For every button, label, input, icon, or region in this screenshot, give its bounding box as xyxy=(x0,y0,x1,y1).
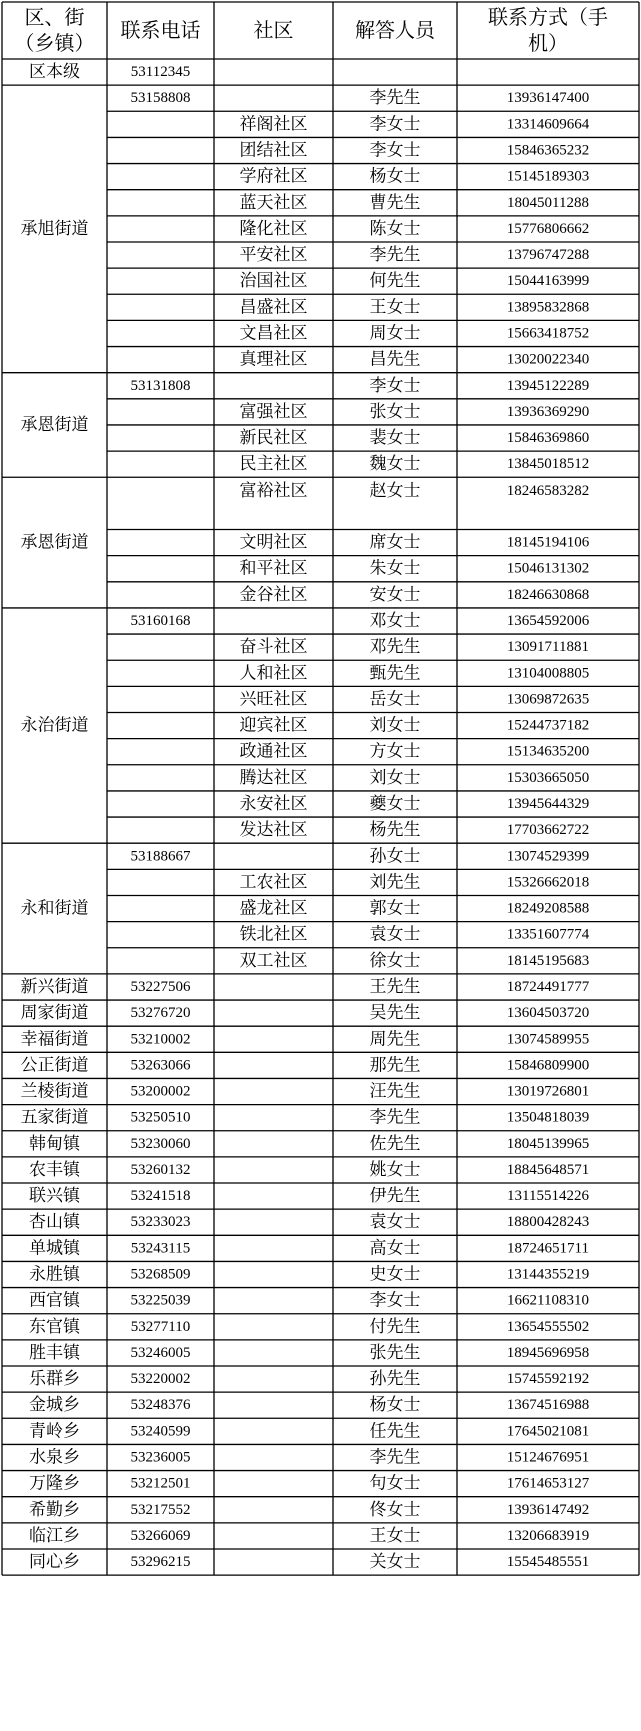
contact-cell: 李女士 xyxy=(369,375,421,396)
mobile-cell: 15244737182 xyxy=(506,717,590,734)
mobile-cell: 13796747288 xyxy=(506,247,590,264)
town-name: 万隆乡 xyxy=(29,1473,80,1494)
header-community: 社区 xyxy=(253,18,294,42)
phone-cell: 53236005 xyxy=(130,1449,191,1466)
mobile-cell: 18800428243 xyxy=(506,1214,590,1231)
group-name: 承恩街道 xyxy=(20,532,89,553)
phone-cell: 53263066 xyxy=(130,1057,191,1074)
contact-cell: 李女士 xyxy=(369,1290,421,1311)
group-name: 永和街道 xyxy=(20,898,89,919)
mobile-cell: 15303665050 xyxy=(506,769,590,786)
phone-cell: 53160168 xyxy=(130,613,191,630)
mobile-cell: 15846365232 xyxy=(506,142,590,159)
mobile-cell: 13206683919 xyxy=(506,1527,590,1544)
mobile-cell: 15663418752 xyxy=(506,325,590,342)
town-name: 永胜镇 xyxy=(29,1264,80,1285)
contact-cell: 李女士 xyxy=(369,114,421,135)
community-cell: 迎宾社区 xyxy=(239,715,308,736)
contact-cell: 杨女士 xyxy=(369,166,421,187)
mobile-cell: 13654555502 xyxy=(506,1318,590,1335)
mobile-cell: 15846369860 xyxy=(506,430,590,447)
town-name: 兰棱街道 xyxy=(20,1081,89,1102)
community-cell: 富裕社区 xyxy=(239,481,308,502)
town-name: 周家街道 xyxy=(20,1003,89,1024)
contact-cell: 关女士 xyxy=(369,1552,421,1573)
contact-cell: 杨女士 xyxy=(369,1395,421,1416)
contact-cell: 朱女士 xyxy=(369,558,421,579)
phone-cell: 53276720 xyxy=(130,1005,191,1022)
mobile-cell: 13936369290 xyxy=(506,403,590,420)
community-cell: 人和社区 xyxy=(239,663,308,684)
community-cell: 金谷社区 xyxy=(239,584,308,605)
district-phone: 53112345 xyxy=(130,64,191,81)
town-name: 幸福街道 xyxy=(20,1029,89,1050)
phone-cell: 53230060 xyxy=(130,1135,191,1152)
contact-cell: 孙女士 xyxy=(369,846,421,867)
phone-cell: 53200002 xyxy=(130,1083,191,1100)
contact-cell: 杨先生 xyxy=(369,820,421,841)
contact-cell: 佟女士 xyxy=(369,1499,421,1520)
header-mobile-sub: 机） xyxy=(528,31,568,55)
town-name: 水泉乡 xyxy=(29,1447,80,1468)
phone-cell: 53233023 xyxy=(130,1214,191,1231)
community-cell: 文昌社区 xyxy=(239,323,308,344)
contact-cell: 周女士 xyxy=(369,323,421,344)
contact-cell: 佐先生 xyxy=(369,1133,421,1154)
contact-cell: 伊先生 xyxy=(369,1186,421,1207)
mobile-cell: 13845018512 xyxy=(506,456,590,473)
contact-cell: 吴先生 xyxy=(369,1003,421,1024)
community-cell: 真理社区 xyxy=(239,349,308,370)
contact-cell: 张女士 xyxy=(369,401,421,422)
mobile-cell: 13604503720 xyxy=(506,1005,590,1022)
mobile-cell: 13351607774 xyxy=(506,926,590,943)
mobile-cell: 18845648571 xyxy=(506,1161,590,1178)
contact-cell: 李先生 xyxy=(369,245,421,266)
contact-cell: 岳女士 xyxy=(369,689,421,710)
mobile-cell: 13674516988 xyxy=(506,1397,590,1414)
group-name: 承旭街道 xyxy=(20,218,89,239)
contact-cell: 曹先生 xyxy=(369,192,421,213)
town-name: 新兴街道 xyxy=(20,976,89,997)
contact-cell: 周先生 xyxy=(369,1029,421,1050)
contact-cell: 袁女士 xyxy=(369,1212,421,1233)
phone-cell: 53131808 xyxy=(130,377,191,394)
phone-cell: 53210002 xyxy=(130,1031,191,1048)
community-cell: 学府社区 xyxy=(239,166,308,187)
header-district: 区、街 xyxy=(24,5,85,29)
contact-cell: 张先生 xyxy=(369,1342,421,1363)
community-cell: 新民社区 xyxy=(239,428,308,449)
phone-cell: 53266069 xyxy=(130,1527,191,1544)
town-name: 青岭乡 xyxy=(29,1421,80,1442)
town-name: 东官镇 xyxy=(29,1316,80,1337)
contact-cell: 方女士 xyxy=(369,741,421,762)
mobile-cell: 13314609664 xyxy=(506,116,590,133)
contact-cell: 徐女士 xyxy=(369,950,421,971)
header-district-sub: （乡镇） xyxy=(14,31,95,55)
community-cell: 昌盛社区 xyxy=(239,297,308,318)
phone-cell: 53268509 xyxy=(130,1266,191,1283)
phone-cell: 53225039 xyxy=(130,1292,191,1309)
town-name: 单城镇 xyxy=(29,1238,80,1259)
phone-cell: 53188667 xyxy=(130,848,191,865)
contact-cell: 付先生 xyxy=(369,1316,421,1337)
mobile-cell: 13936147400 xyxy=(506,90,590,107)
contact-cell: 那先生 xyxy=(369,1055,421,1076)
mobile-cell: 17645021081 xyxy=(506,1423,590,1440)
phone-cell: 53227506 xyxy=(130,978,191,995)
district-name: 区本级 xyxy=(29,62,80,83)
community-cell: 治国社区 xyxy=(239,271,308,292)
town-name: 乐群乡 xyxy=(29,1369,80,1390)
mobile-cell: 13945644329 xyxy=(506,795,590,812)
mobile-cell: 18045139965 xyxy=(506,1135,590,1152)
contact-cell: 史女士 xyxy=(369,1264,421,1285)
community-cell: 祥阁社区 xyxy=(239,114,308,135)
community-cell: 双工社区 xyxy=(239,950,308,971)
contact-cell: 魏女士 xyxy=(369,454,421,475)
mobile-cell: 13115514226 xyxy=(507,1188,589,1205)
header-contact: 解答人员 xyxy=(355,18,435,42)
community-cell: 兴旺社区 xyxy=(239,689,308,710)
contact-cell: 任先生 xyxy=(369,1421,421,1442)
phone-cell: 53212501 xyxy=(130,1475,191,1492)
mobile-cell: 15145189303 xyxy=(506,168,590,185)
mobile-cell: 13895832868 xyxy=(506,299,590,316)
mobile-cell: 13945122289 xyxy=(506,377,590,394)
phone-cell: 53246005 xyxy=(130,1344,191,1361)
mobile-cell: 15134635200 xyxy=(506,743,590,760)
phone-cell: 53241518 xyxy=(130,1188,191,1205)
mobile-cell: 18249208588 xyxy=(506,900,590,917)
contact-cell: 李先生 xyxy=(369,88,421,109)
mobile-cell: 13654592006 xyxy=(506,613,590,630)
mobile-cell: 13104008805 xyxy=(506,665,590,682)
contact-cell: 汪先生 xyxy=(369,1081,421,1102)
mobile-cell: 18145195683 xyxy=(506,952,590,969)
mobile-cell: 15745592192 xyxy=(506,1371,590,1388)
phone-cell: 53296215 xyxy=(130,1554,191,1571)
town-name: 胜丰镇 xyxy=(29,1342,80,1363)
mobile-cell: 18045011288 xyxy=(507,194,589,211)
mobile-cell: 15046131302 xyxy=(506,560,590,577)
contact-cell: 高女士 xyxy=(369,1238,421,1259)
contact-cell: 何先生 xyxy=(369,271,421,292)
mobile-cell: 13091711881 xyxy=(507,639,589,656)
community-cell: 文明社区 xyxy=(239,532,308,553)
community-cell: 盛龙社区 xyxy=(239,898,308,919)
contact-cell: 句女士 xyxy=(369,1473,421,1494)
town-name: 西官镇 xyxy=(29,1290,80,1311)
contact-cell: 姚女士 xyxy=(369,1159,421,1180)
phone-cell: 53260132 xyxy=(130,1161,191,1178)
mobile-cell: 15846809900 xyxy=(506,1057,590,1074)
contact-cell: 邓先生 xyxy=(369,637,421,658)
phone-cell: 53277110 xyxy=(130,1318,191,1335)
mobile-cell: 13504818039 xyxy=(506,1109,590,1126)
community-cell: 富强社区 xyxy=(239,401,308,422)
contact-cell: 席女士 xyxy=(369,532,421,553)
community-cell: 平安社区 xyxy=(239,245,308,266)
mobile-cell: 15124676951 xyxy=(506,1449,590,1466)
town-name: 临江乡 xyxy=(29,1525,80,1546)
mobile-cell: 18724491777 xyxy=(506,978,590,995)
community-cell: 民主社区 xyxy=(239,454,308,475)
town-name: 杏山镇 xyxy=(29,1212,80,1233)
group-name: 承恩街道 xyxy=(20,414,89,435)
mobile-cell: 18945696958 xyxy=(506,1344,590,1361)
contact-cell: 郭女士 xyxy=(369,898,421,919)
community-cell: 政通社区 xyxy=(239,741,308,762)
contact-cell: 李先生 xyxy=(369,1447,421,1468)
contact-cell: 昌先生 xyxy=(369,349,421,370)
town-name: 联兴镇 xyxy=(29,1186,80,1207)
mobile-cell: 18246583282 xyxy=(506,483,590,500)
mobile-cell: 17614653127 xyxy=(506,1475,590,1492)
contact-cell: 袁女士 xyxy=(369,924,421,945)
mobile-cell: 15545485551 xyxy=(506,1554,590,1571)
mobile-cell: 13936147492 xyxy=(506,1501,590,1518)
header-mobile: 联系方式（手 xyxy=(488,5,608,29)
contact-cell: 王女士 xyxy=(369,1525,421,1546)
community-cell: 奋斗社区 xyxy=(239,637,308,658)
mobile-cell: 18145194106 xyxy=(506,534,590,551)
contact-cell: 安女士 xyxy=(369,584,421,605)
community-cell: 发达社区 xyxy=(239,820,308,841)
mobile-cell: 13074529399 xyxy=(506,848,590,865)
town-name: 公正街道 xyxy=(20,1055,89,1076)
contact-cell: 甄先生 xyxy=(369,663,421,684)
community-cell: 腾达社区 xyxy=(239,767,308,788)
phone-cell: 53158808 xyxy=(130,90,191,107)
mobile-cell: 13020022340 xyxy=(506,351,590,368)
contact-cell: 陈女士 xyxy=(369,218,421,239)
contact-cell: 邓女士 xyxy=(369,611,421,632)
town-name: 五家街道 xyxy=(20,1107,89,1128)
contact-cell: 刘先生 xyxy=(369,872,421,893)
phone-cell: 53243115 xyxy=(130,1240,191,1257)
mobile-cell: 15776806662 xyxy=(506,220,590,237)
town-name: 同心乡 xyxy=(29,1552,80,1573)
contact-cell: 夔女士 xyxy=(369,793,421,814)
mobile-cell: 15326662018 xyxy=(506,874,590,891)
phone-cell: 53220002 xyxy=(130,1371,191,1388)
contact-cell: 刘女士 xyxy=(369,767,421,788)
phone-cell: 53217552 xyxy=(130,1501,191,1518)
group-name: 永治街道 xyxy=(20,715,89,736)
community-cell: 和平社区 xyxy=(239,558,308,579)
contact-cell: 刘女士 xyxy=(369,715,421,736)
mobile-cell: 13019726801 xyxy=(506,1083,590,1100)
town-name: 韩甸镇 xyxy=(29,1133,80,1154)
mobile-cell: 16621108310 xyxy=(507,1292,589,1309)
phone-cell: 53250510 xyxy=(130,1109,191,1126)
header-phone: 联系电话 xyxy=(120,18,201,42)
community-cell: 永安社区 xyxy=(239,793,308,814)
contact-cell: 王女士 xyxy=(369,297,421,318)
phone-cell: 53240599 xyxy=(130,1423,191,1440)
mobile-cell: 15044163999 xyxy=(506,273,590,290)
mobile-cell: 17703662722 xyxy=(506,822,590,839)
town-name: 金城乡 xyxy=(29,1395,80,1416)
mobile-cell: 13069872635 xyxy=(506,691,590,708)
contact-cell: 王先生 xyxy=(369,976,421,997)
mobile-cell: 18246630868 xyxy=(506,586,590,603)
community-cell: 铁北社区 xyxy=(239,924,308,945)
mobile-cell: 13074589955 xyxy=(506,1031,590,1048)
phone-cell: 53248376 xyxy=(130,1397,191,1414)
contact-cell: 李先生 xyxy=(369,1107,421,1128)
town-name: 希勤乡 xyxy=(29,1499,80,1520)
mobile-cell: 18724651711 xyxy=(507,1240,589,1257)
community-cell: 工农社区 xyxy=(239,872,308,893)
mobile-cell: 13144355219 xyxy=(506,1266,590,1283)
community-cell: 蓝天社区 xyxy=(239,192,308,213)
town-name: 农丰镇 xyxy=(29,1159,80,1180)
community-cell: 隆化社区 xyxy=(239,218,308,239)
contact-cell: 赵女士 xyxy=(369,481,421,502)
community-cell: 团结社区 xyxy=(239,140,308,161)
contact-cell: 裴女士 xyxy=(369,428,421,449)
contact-cell: 孙先生 xyxy=(369,1369,421,1390)
contact-cell: 李女士 xyxy=(369,140,421,161)
